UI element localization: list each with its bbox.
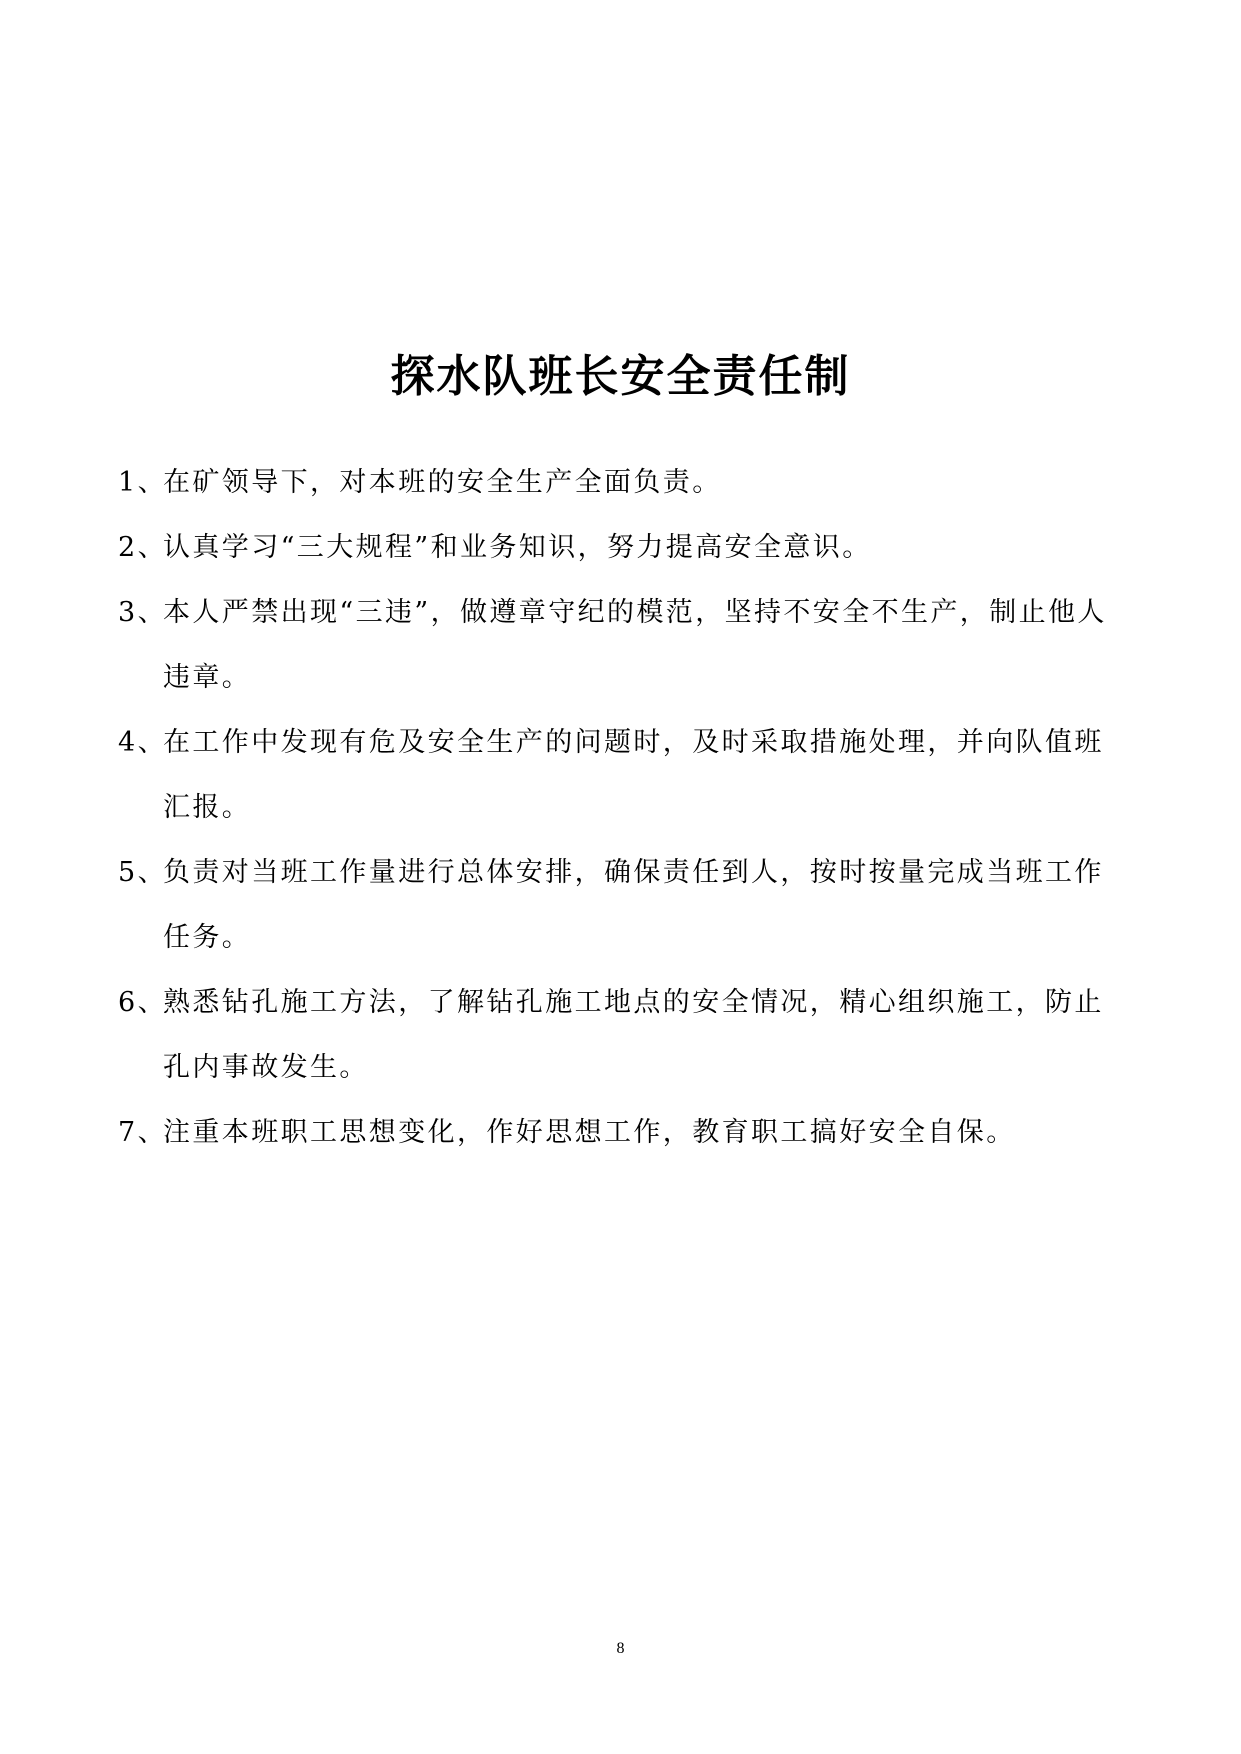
list-item xyxy=(118,840,1128,970)
responsibility-list xyxy=(118,450,1128,1165)
list-item xyxy=(118,1100,1128,1165)
list-item xyxy=(118,515,1128,580)
list-item-number: 4、 xyxy=(118,727,167,758)
list-item-number: 5、 xyxy=(118,857,167,888)
list-item-text: 在工作中发现有危及安全生产的问题时，及时采取措施处理，并向队值班汇报。 xyxy=(163,727,1104,823)
document-title: 探水队班长安全责任制 xyxy=(390,351,851,403)
list-item-text: 认真学习“三大规程”和业务知识，努力提高安全意识。 xyxy=(163,532,872,563)
list-item xyxy=(118,970,1128,1100)
list-item-text: 熟悉钻孔施工方法，了解钻孔施工地点的安全情况，精心组织施工，防止孔内事故发生。 xyxy=(163,987,1104,1083)
list-item-text: 注重本班职工思想变化，作好思想工作，教育职工搞好安全自保。 xyxy=(163,1117,1016,1148)
list-item xyxy=(118,710,1128,840)
list-item-number: 2、 xyxy=(118,532,167,563)
list-item-text: 负责对当班工作量进行总体安排，确保责任到人，按时按量完成当班工作任务。 xyxy=(163,857,1104,953)
list-item xyxy=(118,580,1128,710)
page-number: 8 xyxy=(616,1640,625,1657)
list-item-text: 在矿领导下，对本班的安全生产全面负责。 xyxy=(163,467,722,498)
list-item-number: 6、 xyxy=(118,987,167,1018)
list-item-text: 本人严禁出现“三违”，做遵章守纪的模范，坚持不安全不生产，制止他人违章。 xyxy=(163,597,1107,693)
list-item-number: 3、 xyxy=(118,597,167,628)
list-item-number: 1、 xyxy=(118,467,167,498)
list-item-number: 7、 xyxy=(118,1117,167,1148)
list-item xyxy=(118,450,1128,515)
